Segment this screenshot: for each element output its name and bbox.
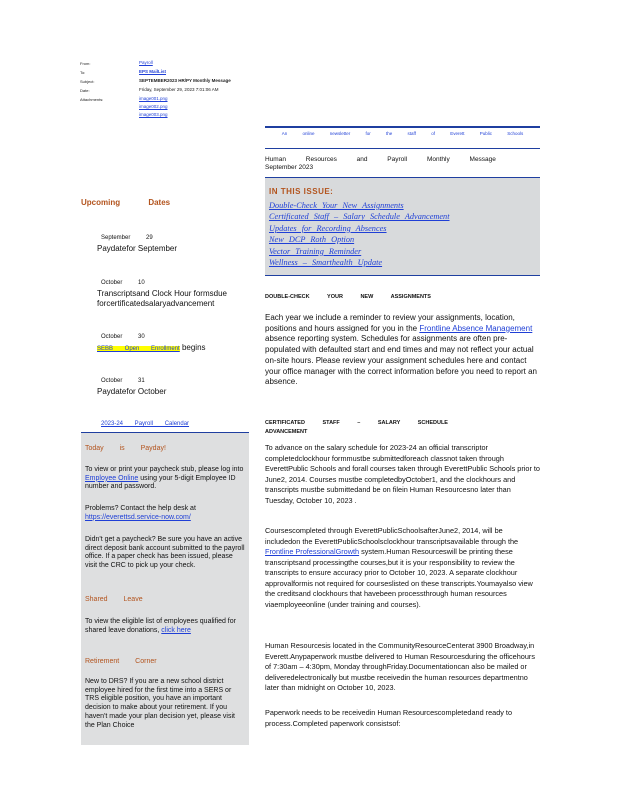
retirement-text: New to DRS? If you are a new school district employee hired for the first time into a SERS or TRS eligible position, you have an important decision to make about your retirement. If you haven't made your plan decision yet, please visit the Plan Choice bbox=[85, 678, 235, 729]
shared-leave-text bbox=[85, 618, 245, 635]
attachment-link[interactable]: image003.png bbox=[139, 112, 168, 117]
title-line-2: September 2023 bbox=[265, 164, 314, 171]
certificated-para-3: Human Resourcesis located in the CommunityResourceCenterat 3900 Broadway,in Everett.Anypaperwork mustbe delivered to Human Resourcesduring the officehours of 7:30am – 4:30pm, Monday throughFriday.Documentationcan also be mailed or deliveredelectronically but mustbe receivedin the human resources departmentno later than midnight on October 10, 2023. bbox=[265, 641, 535, 692]
payroll-calendar-link[interactable]: 2023-24 Payroll Calendar bbox=[101, 421, 190, 427]
double-check-text-1: Each year we include a reminder to review your assignments, location, positions and hours assigned for you in the bbox=[265, 313, 515, 333]
title-line-1: Human Resources and Payroll Monthly Message bbox=[265, 156, 496, 163]
certificated-para-2a: Coursescompleted through EverettPublicSchoolsafterJune2, 2014, will be includedon the EverettPublicSchoolsclockhour transcriptsavailable through the bbox=[265, 526, 519, 546]
date-label: Date: bbox=[80, 88, 90, 93]
event-desc: Paydatefor September bbox=[97, 244, 178, 253]
in-this-issue-heading: IN THIS ISSUE: bbox=[269, 187, 334, 196]
issue-link[interactable]: Double-Check Your New Assignments bbox=[269, 201, 404, 210]
event-desc bbox=[97, 343, 257, 355]
event-date: October 10 bbox=[101, 280, 145, 286]
in-this-issue-box bbox=[265, 177, 540, 276]
employee-online-link[interactable]: Employee Online bbox=[85, 474, 139, 482]
date-value: Friday, September 29, 2023 7:01:06 AM bbox=[139, 87, 219, 92]
from-label: From: bbox=[80, 61, 91, 66]
double-check-text bbox=[265, 313, 540, 388]
paycheck-text: Didn't get a paycheck? Be sure you have an active direct deposit bank account submitted to the payroll office. If a paper check has been issued, please visit the CRC to pick up your check. bbox=[85, 536, 245, 570]
help-text-label: Problems? Contact the help desk at bbox=[85, 505, 196, 512]
to-label: To: bbox=[80, 70, 86, 75]
upcoming-dates-heading: Upcoming Dates bbox=[81, 198, 171, 207]
certificated-para-2b: system.Human Resourceswill be printing these transcriptsand processingthe courses,but it is your responsibility to review the transcripts to ensure accuracy prior to October 10, 2023. A separate clockhour approvalformis not required for courseslisted on these transcripts.Youmayalso view the creditsand clockhours that havebeen processthrough human resources viaemployeeonline (under training and courses). bbox=[265, 547, 533, 609]
frontline-absence-link[interactable]: Frontline Absence Management bbox=[419, 323, 533, 333]
certificated-heading-2: ADVANCEMENT bbox=[265, 429, 308, 435]
shared-leave-text-body: To view the eligible list of employees qualified for shared leave donations, bbox=[85, 618, 236, 634]
shared-leave-heading: Shared Leave bbox=[85, 596, 143, 603]
click-here-link[interactable]: click here bbox=[161, 626, 191, 634]
newsletter-title bbox=[265, 156, 540, 172]
from-value[interactable]: Payroll bbox=[139, 60, 153, 65]
payday-text-1: To view or print your paycheck stub, please log into bbox=[85, 466, 244, 473]
issue-link[interactable]: Certificated Staff – Salary Schedule Advancement bbox=[269, 212, 450, 222]
certificated-para-4: Paperwork needs to be receivedin Human Resourcescompletedand ready to process.Completed paperwork consistsof: bbox=[265, 708, 513, 728]
help-text bbox=[85, 505, 245, 522]
payday-heading: Today is Payday! bbox=[85, 445, 166, 452]
certificated-heading: CERTIFICATED STAFF – SALARY SCHEDULE bbox=[265, 420, 448, 426]
issue-list bbox=[269, 200, 450, 268]
payday-text bbox=[85, 466, 245, 492]
certificated-para-2 bbox=[265, 526, 540, 610]
subject-value: SEPTEMBER2023 HR/PY Monthly Message bbox=[139, 78, 231, 83]
retirement-heading: Retirement Corner bbox=[85, 658, 157, 665]
advisory-divider bbox=[265, 148, 540, 149]
to-value[interactable]: EPS MailList bbox=[139, 69, 167, 74]
issue-link[interactable]: New DCP Roth Option bbox=[269, 235, 355, 245]
subject-label: Subject: bbox=[80, 79, 95, 84]
attachment-link[interactable]: image002.png bbox=[139, 104, 168, 109]
issue-link[interactable]: Vector Training Reminder bbox=[269, 246, 362, 256]
event-date: October 31 bbox=[101, 378, 145, 384]
certificated-para-1: To advance on the salary schedule for 2023-24 an official transcriptor completedclockhour formmustbe submittedforeach classnot taken through EverettPublic Schools and forall courses taken through EverettPublic Schools prior to June2, 2014. Courses mustbe completedbyOctober1, and the clockhours and transcripts mustbe submittedand be on filein Human Resourcesno later than Tuesday, October 10, 2023 . bbox=[265, 443, 540, 505]
issue-link[interactable]: Wellness – Smarthealth Update bbox=[269, 258, 383, 268]
newsletter-advisory: An online newsletter for the staff of Everett Public Schools bbox=[281, 131, 524, 136]
open-enrollment-link[interactable]: SEBB Open Enrollment bbox=[97, 346, 180, 352]
help-desk-link[interactable]: https://everettsd.service-now.com/ bbox=[85, 513, 191, 521]
top-divider bbox=[265, 126, 540, 128]
event-desc: Paydatefor October bbox=[97, 387, 167, 396]
double-check-heading: DOUBLE-CHECK YOUR NEW ASSIGNMENTS bbox=[265, 294, 431, 300]
event-desc-suffix: begins bbox=[181, 343, 206, 352]
frontline-growth-link[interactable]: Frontline ProfessionalGrowth bbox=[265, 547, 360, 556]
event-desc: Transcriptsand Clock Hour formsdue forcertificatedsalaryadvancement bbox=[97, 289, 227, 308]
double-check-text-2: absence reporting system. Schedules for assignments are often pre-populated with defaulted start and end times and may not reflect your actual on-site hours. Please review your assignment schedules here and contact your office manager with the correct information before you need to report an absence. bbox=[265, 334, 538, 387]
issue-link[interactable]: Updates for Recording Absences bbox=[269, 223, 387, 233]
attachments-label: Attachments: bbox=[80, 97, 104, 102]
attachment-link[interactable]: image001.png bbox=[139, 96, 168, 101]
event-date: September 29 bbox=[101, 235, 153, 241]
event-date: October 30 bbox=[101, 334, 145, 340]
payday-text-2: using your 5-digit Employee ID number and password. bbox=[85, 474, 236, 491]
